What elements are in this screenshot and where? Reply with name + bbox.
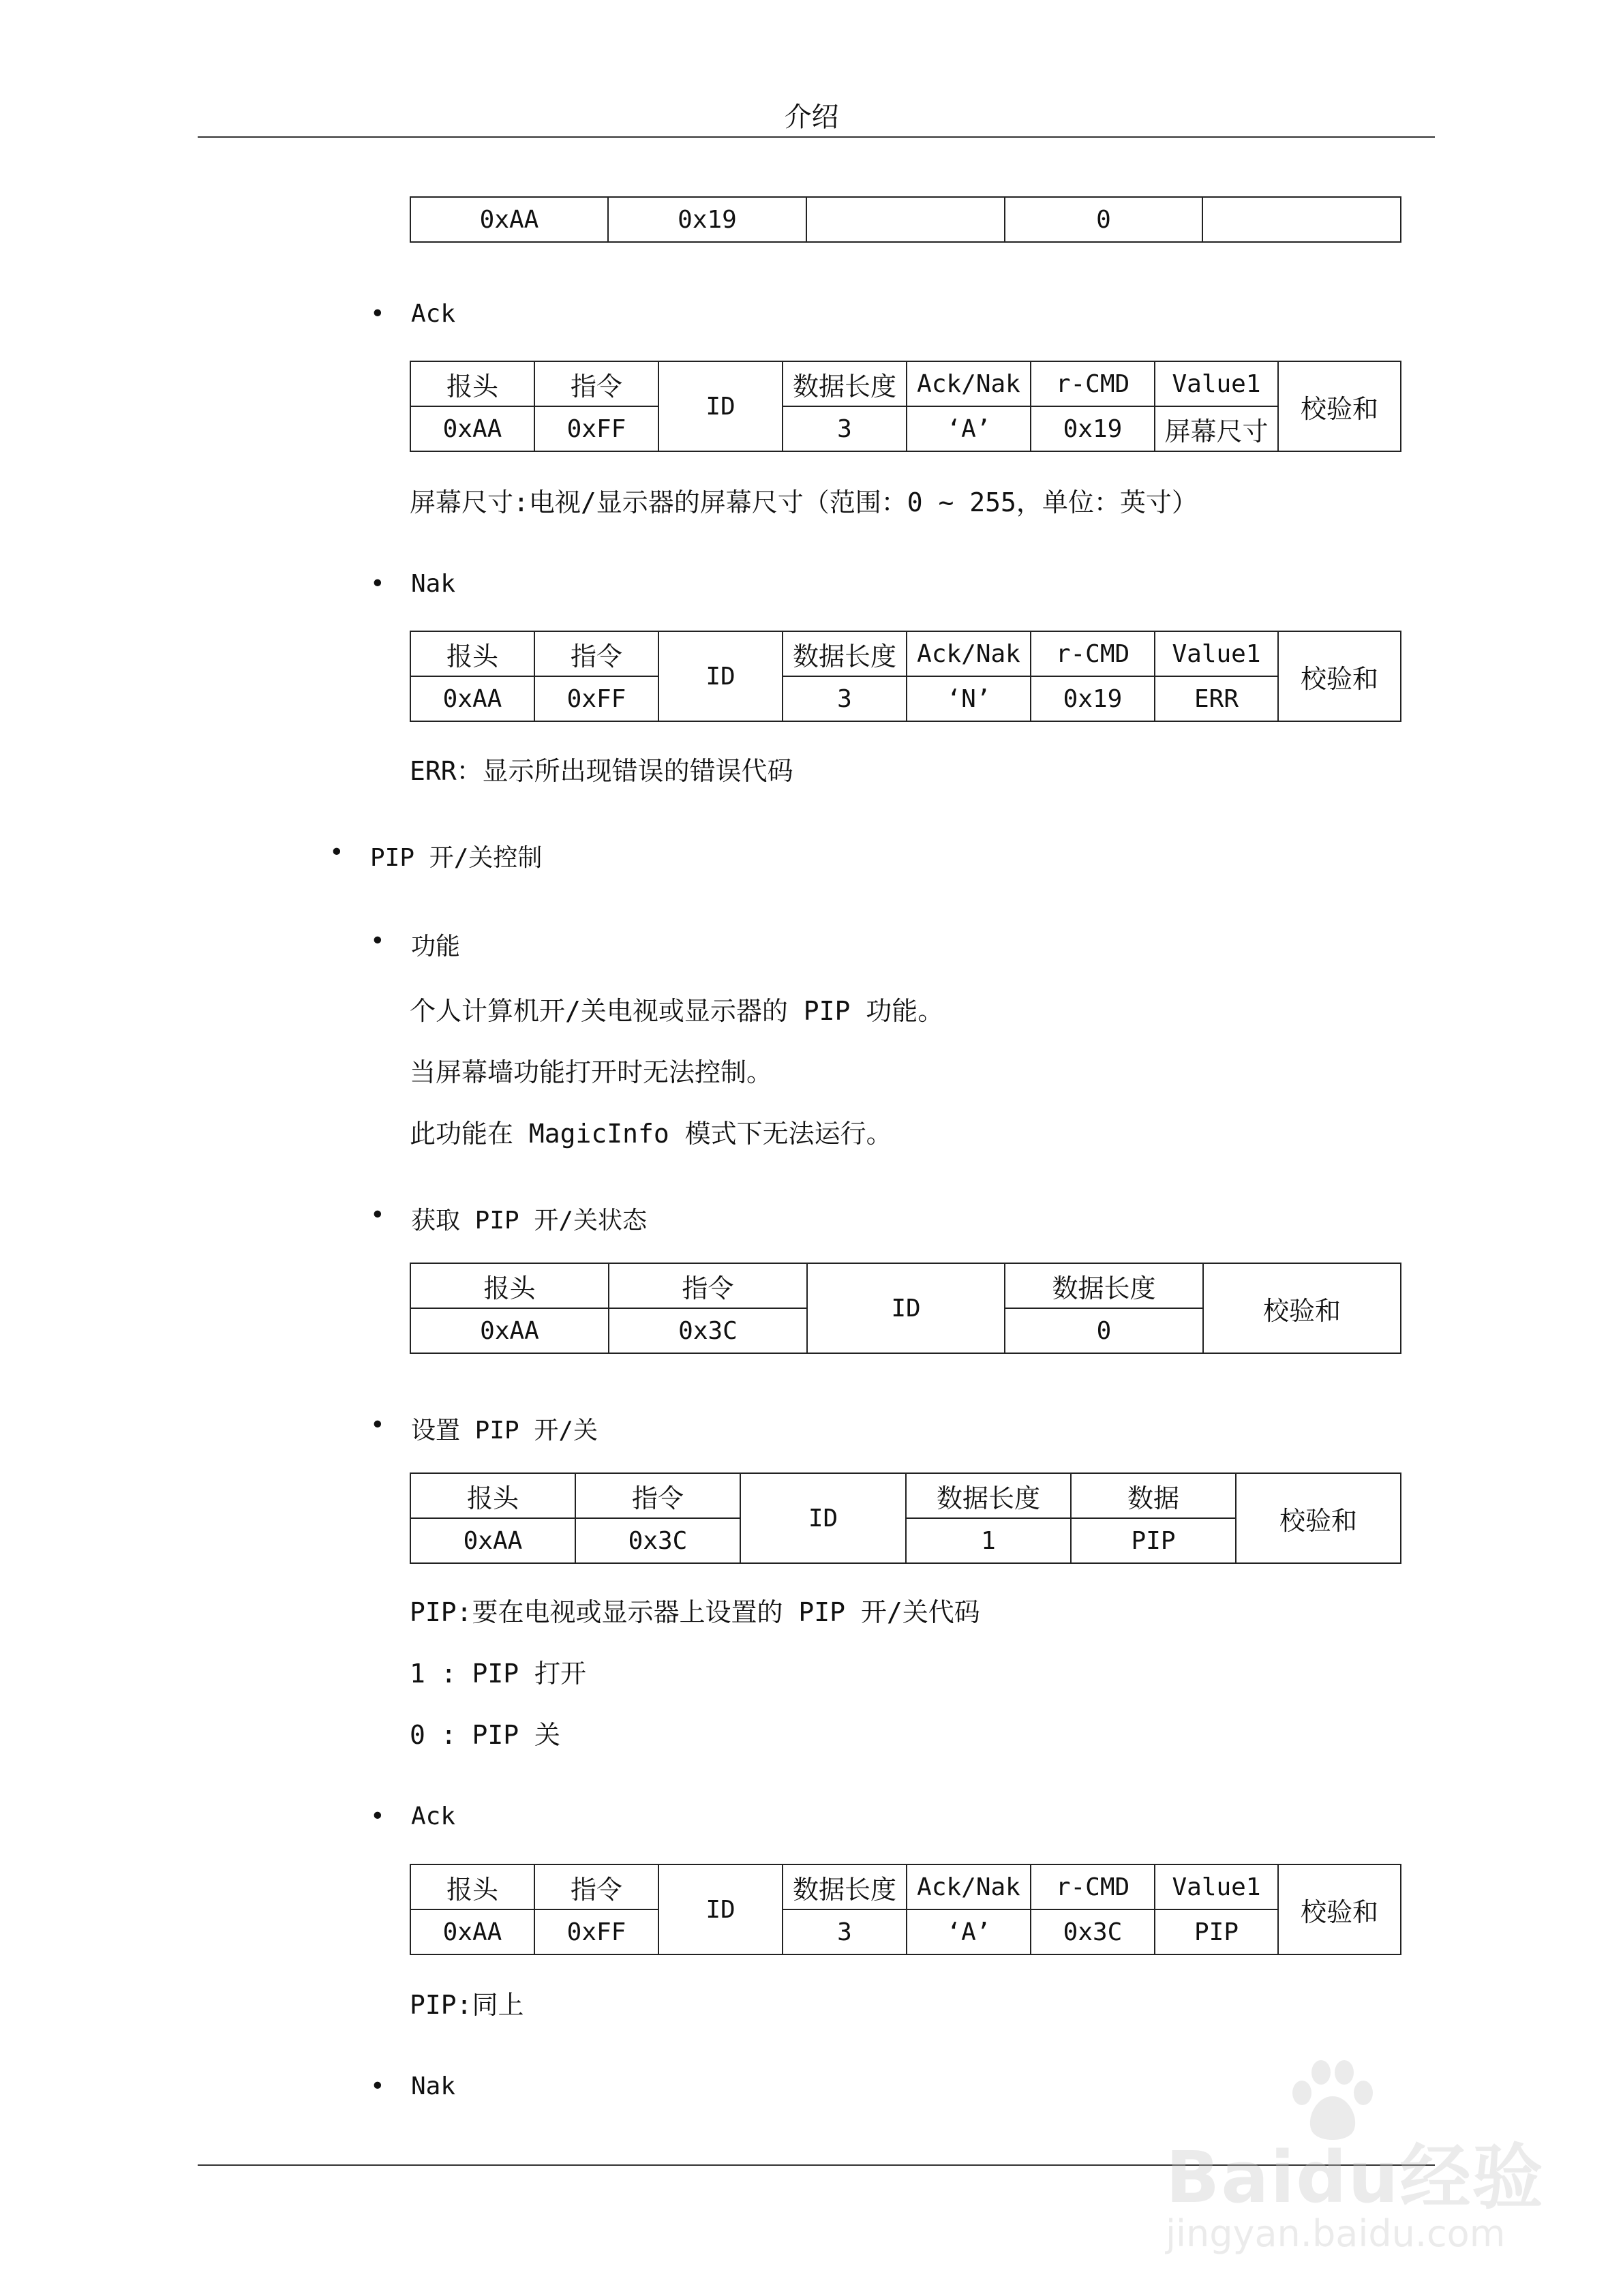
- id-cell: ID: [658, 1864, 783, 1954]
- baidu-watermark: [1145, 2055, 1545, 2260]
- value-cell: ‘A’: [907, 406, 1031, 451]
- set-pip-table: [410, 1472, 1401, 1564]
- value-cell: 0xAA: [410, 676, 534, 721]
- set-note: PIP:要在电视或显示器上设置的 PIP 开/关代码: [410, 1597, 980, 1627]
- bullet-label: 获取 PIP 开/关状态: [411, 1207, 648, 1235]
- bullet-label: 功能: [411, 933, 461, 961]
- header-cell: Value1: [1155, 361, 1278, 406]
- watermark-brand: Baidu经验: [1166, 2136, 1545, 2219]
- header-cell: r-CMD: [1031, 361, 1155, 406]
- function-line: 个人计算机开/关电视或显示器的 PIP 功能。: [410, 996, 944, 1026]
- set-note: 1 : PIP 打开: [410, 1659, 587, 1689]
- value-cell: PIP: [1071, 1518, 1236, 1563]
- bullet-icon: •: [329, 839, 344, 866]
- checksum-cell: 校验和: [1278, 1864, 1401, 1954]
- note-text: ERR：显示所出现错误的错误代码: [410, 756, 793, 786]
- header-cell: 数据长度: [783, 1864, 907, 1909]
- checksum-cell: 校验和: [1278, 361, 1401, 451]
- header-cell: 数据: [1071, 1473, 1236, 1518]
- id-cell: ID: [807, 1263, 1005, 1353]
- header-cell: 数据长度: [783, 631, 907, 676]
- note-text: 屏幕尺寸:电视/显示器的屏幕尺寸（范围：0 ~ 255，单位：英寸）: [410, 487, 1198, 517]
- header-cell: 指令: [534, 631, 658, 676]
- checksum-cell: 校验和: [1278, 631, 1401, 721]
- value-cell: 3: [783, 1909, 907, 1954]
- bullet-label: Nak: [411, 570, 456, 598]
- header-cell: Value1: [1155, 1864, 1278, 1909]
- table-cell: 0: [1005, 197, 1202, 242]
- note-text: PIP:同上: [410, 1990, 524, 2020]
- bullet-icon: •: [370, 927, 385, 955]
- header-cell: 报头: [410, 361, 534, 406]
- checksum-cell: 校验和: [1203, 1263, 1401, 1353]
- value-cell: 0: [1005, 1308, 1203, 1353]
- header-cell: 报头: [410, 1864, 534, 1909]
- header-cell: r-CMD: [1031, 1864, 1155, 1909]
- value-cell: 0xAA: [410, 406, 534, 451]
- value-cell: 屏幕尺寸: [1155, 406, 1278, 451]
- value-cell: 0x3C: [609, 1308, 807, 1353]
- header-cell: 数据长度: [1005, 1263, 1203, 1308]
- header-cell: 指令: [609, 1263, 807, 1308]
- value-cell: PIP: [1155, 1909, 1278, 1954]
- value-cell: ‘A’: [907, 1909, 1031, 1954]
- header-cell: 报头: [410, 1263, 609, 1308]
- checksum-cell: 校验和: [1236, 1473, 1401, 1563]
- function-line: 当屏幕墙功能打开时无法控制。: [410, 1057, 773, 1087]
- value-cell: 0xFF: [534, 1909, 658, 1954]
- value-cell: 0xFF: [534, 676, 658, 721]
- bullet-label: 设置 PIP 开/关: [411, 1417, 598, 1445]
- id-cell: ID: [658, 361, 783, 451]
- value-cell: 0xAA: [410, 1909, 534, 1954]
- value-cell: ERR: [1155, 676, 1278, 721]
- bullet-icon: •: [370, 1411, 385, 1439]
- header-cell: 指令: [534, 1864, 658, 1909]
- bullet-label: Ack: [411, 300, 456, 328]
- value-cell: 0x19: [1031, 406, 1155, 451]
- watermark-site: jingyan.baidu.com: [1166, 2212, 1506, 2255]
- value-cell: 0x19: [1031, 676, 1155, 721]
- bullet-icon: •: [370, 300, 385, 328]
- page-title: 介绍: [784, 102, 839, 133]
- table-cell: 0xAA: [410, 197, 608, 242]
- value-cell: 0xAA: [410, 1518, 575, 1563]
- header-cell: Value1: [1155, 631, 1278, 676]
- table-cell: [1202, 197, 1401, 242]
- ack-table: [410, 361, 1401, 452]
- nak-table: [410, 631, 1401, 722]
- id-cell: ID: [658, 631, 783, 721]
- header-cell: Ack/Nak: [907, 361, 1031, 406]
- header-cell: 指令: [534, 361, 658, 406]
- bullet-icon: •: [370, 1802, 385, 1830]
- set-note: 0 : PIP 关: [410, 1720, 561, 1750]
- header-cell: Ack/Nak: [907, 1864, 1031, 1909]
- header-cell: Ack/Nak: [907, 631, 1031, 676]
- table-cell: 0x19: [608, 197, 806, 242]
- value-cell: 0xAA: [410, 1308, 609, 1353]
- header-rule: [198, 136, 1435, 138]
- get-pip-table: [410, 1263, 1401, 1354]
- ack-table: [410, 1864, 1401, 1955]
- header-cell: r-CMD: [1031, 631, 1155, 676]
- value-cell: 3: [783, 676, 907, 721]
- value-cell: ‘N’: [907, 676, 1031, 721]
- id-cell: ID: [740, 1473, 906, 1563]
- table-continued: [410, 196, 1401, 243]
- value-cell: 1: [906, 1518, 1071, 1563]
- value-cell: 0x3C: [575, 1518, 740, 1563]
- bullet-icon: •: [370, 570, 385, 598]
- section-title: PIP 开/关控制: [370, 844, 543, 872]
- table-cell: [806, 197, 1005, 242]
- header-cell: 数据长度: [906, 1473, 1071, 1518]
- bullet-icon: •: [370, 1201, 385, 1229]
- bullet-icon: •: [370, 2072, 385, 2100]
- function-line: 此功能在 MagicInfo 模式下无法运行。: [410, 1119, 892, 1149]
- header-cell: 报头: [410, 1473, 575, 1518]
- bullet-label: Nak: [411, 2072, 456, 2100]
- value-cell: 0x3C: [1031, 1909, 1155, 1954]
- header-cell: 指令: [575, 1473, 740, 1518]
- header-cell: 报头: [410, 631, 534, 676]
- bullet-label: Ack: [411, 1802, 456, 1830]
- value-cell: 3: [783, 406, 907, 451]
- header-cell: 数据长度: [783, 361, 907, 406]
- value-cell: 0xFF: [534, 406, 658, 451]
